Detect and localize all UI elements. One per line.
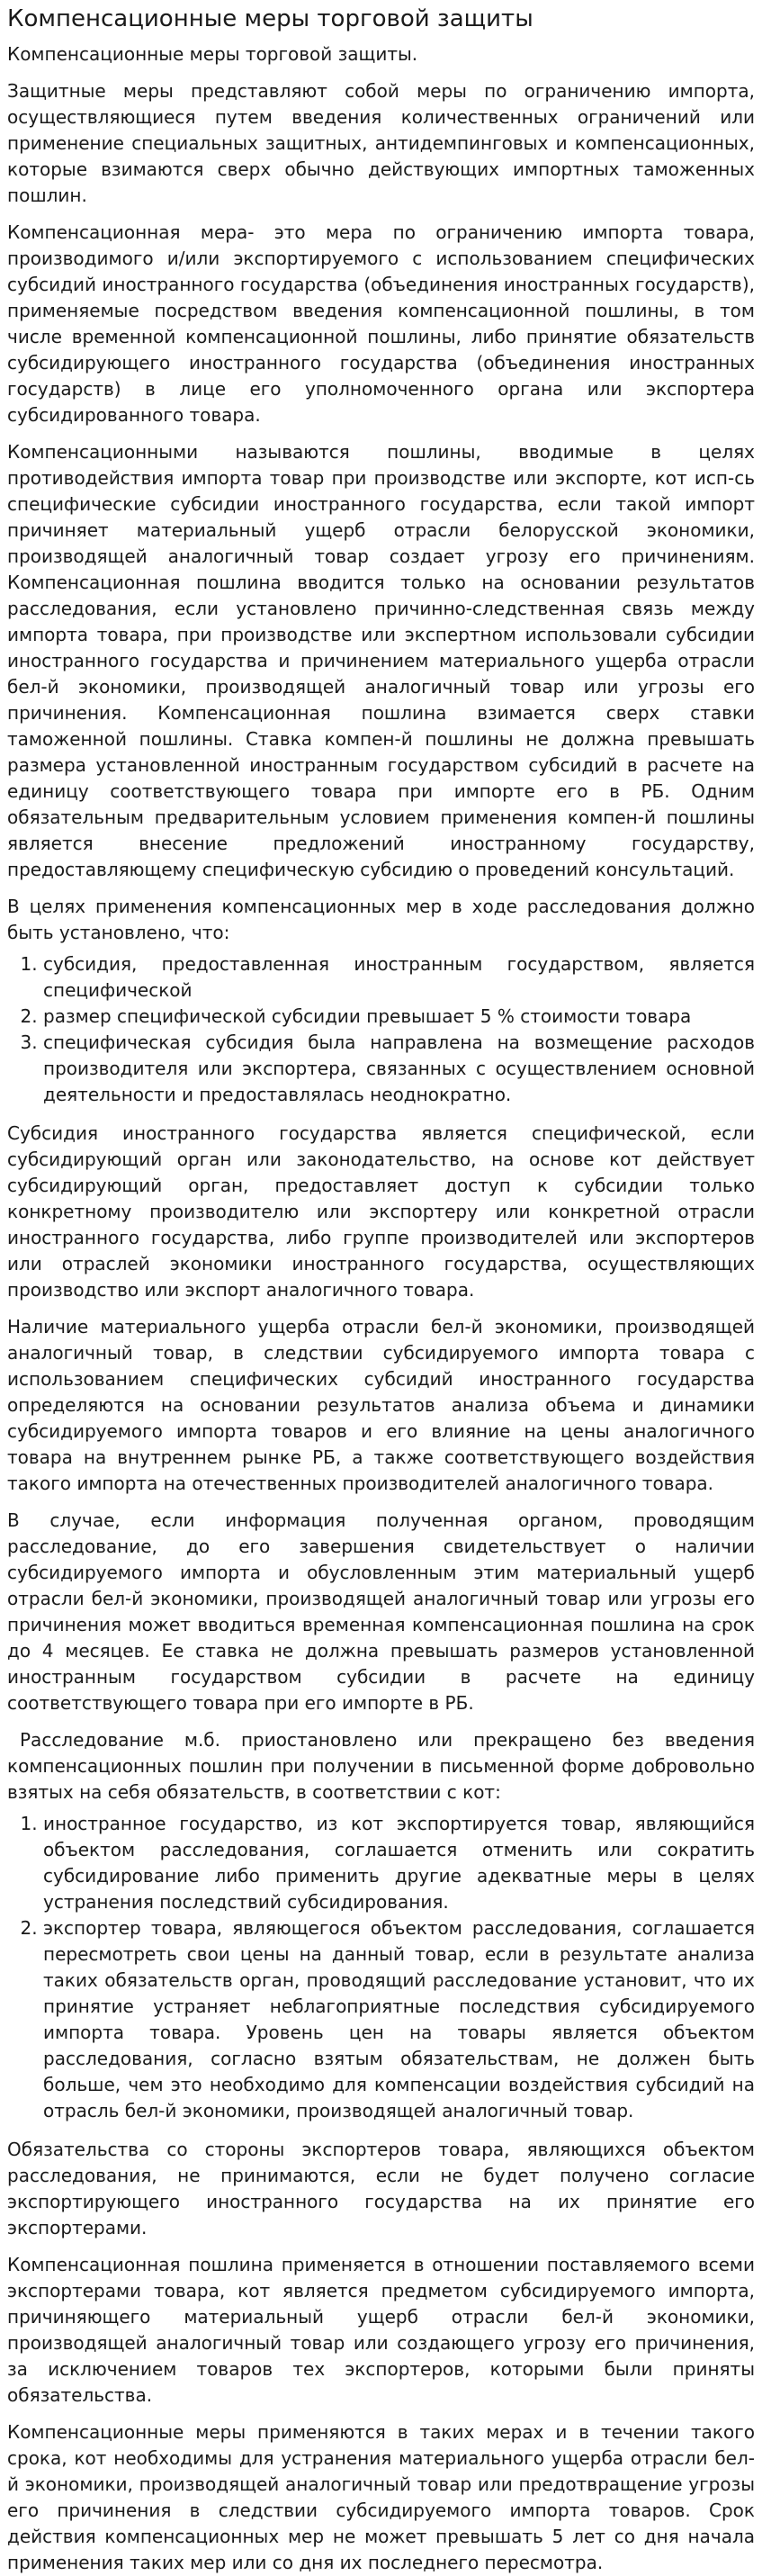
document [0, 4, 762, 2576]
paragraph: Компенсационными называются пошлины, вводимые в целях противодействия импорта товар при производстве или экспорте, кот исп-сь специфические субсидии иностранного государства, если такой импорт причиняет материальный ущерб отрасли белорусской экономики, производящей аналогичный товар создает угрозу его причинениям. Компенсационная пошлина вводится только на основании результатов расследования, если установлено причинно-следственная связь между импорта товара, при производстве или экспертном использовали субсидии иностранного государства и причинением материального ущерба отрасли бел-й экономики, производящей аналогичный товар или угрозы его причинения. Компенсационная пошлина взимается сверх ставки таможенной пошлины. Ставка компен-й пошлины не должна превышать размера установленной иностранным государством субсидий в расчете на единицу соответствующего товара при импорте его в РБ. Одним обязательным предварительным условием применения компен-й пошлины является внесение предложений иностранному государству, предоставляющему специфическую субсидию о проведений консультаций. [7, 441, 755, 880]
list-item: 2. размер специфической субсидии превышает 5 % стоимости товара [43, 1004, 755, 1030]
obligations-list [7, 1811, 755, 2124]
paragraph: Субсидия иностранного государства является специфической, если субсидирующий орган или законодательство, на основе кот действует субсидирующий орган, предоставляет доступ к субсидии только конкретному производителю или экспортеру или конкретной отрасли иностранного государства, либо группе производителей или экспортеров или отраслей экономики иностранного государства, осуществляющих производство или экспорт аналогичного товара. [7, 1122, 755, 1301]
conditions-list [7, 951, 755, 1108]
paragraph: Обязательства со стороны экспортеров товара, являющихся объектом расследования, не принимаются, если не будет получено согласие экспортирующего иностранного государства на их принятие его экспортерами. [7, 2139, 755, 2238]
paragraph: Компенсационная пошлина применяется в отношении поставляемого всеми экспортерами товара, кот является предметом субсидируемого импорта, причиняющего материальный ущерб отрасли бел-й экономики, производящей аналогичный товар или создающего угрозу его причинения, за исключением товаров тех экспортеров, которыми были приняты обязательства. [7, 2254, 755, 2406]
list-item: 2. экспортер товара, являющегося объектом расследования, соглашается пересмотреть свои цены на данный товар, если в результате анализа таких обязательств орган, проводящий расследование установит, что их принятие устраняет неблагоприятные последствия субсидируемого импорта товара. Уровень цен на товары является объектом расследования, согласно взятым обязательствам, не должен быть больше, чем это необходимо для компенсации воздействия субсидий на отрасль бел-й экономики, производящей аналогичный товар. [43, 1915, 755, 2124]
paragraph: Компенсационная мера- это мера по ограничению импорта товара, производимого и/или экспортируемого с использованием специфических субсидий иностранного государства (объединения иностранных государств), применяемые посредством введения компенсационной пошлины, в том числе временной компенсационной пошлины, либо принятие обязательств субсидирующего иностранного государства (объединения иностранных государств) в лице его уполномоченного органа или экспортера субсидированного товара. [7, 221, 755, 426]
list-item: 3. специфическая субсидия была направлена на возмещение расходов производителя или экспортера, связанных с осуществлением основной деятельности и предоставлялась неоднократно. [43, 1030, 755, 1108]
list-item: 1. субсидия, предоставленная иностранным государством, является специфической [43, 951, 755, 1004]
list-item: 1. иностранное государство, из кот экспортируется товар, являющийся объектом расследования, соглашается отменить или сократить субсидирование либо применить другие адекватные меры в целях устранения последствий субсидирования. [43, 1811, 755, 1915]
paragraph: В целях применения компенсационных мер в ходе расследования должно быть установлено, что: [7, 896, 755, 943]
paragraph: Компенсационные меры применяются в таких мерах и в течении такого срока, кот необходимы для устранения материального ущерба отрасли бел-й экономики, производящей аналогичный товар или предотвращение угрозы его причинения в следствии субсидируемого импорта товаров. Срок действия компенсационных мер не может превышать 5 лет со дня начала применения таких мер или со дня их последнего пересмотра. [7, 2421, 755, 2573]
paragraph: Наличие материального ущерба отрасли бел-й экономики, производящей аналогичный товар, в следствии субсидируемого импорта товара с использованием специфических субсидий иностранного государства определяются на основании результатов анализа объема и динамики субсидируемого импорта товаров и его влияние на цены аналогичного товара на внутреннем рынке РБ, а также соответствующего воздействия такого импорта на отечественных производителей аналогичного товара. [7, 1316, 755, 1494]
paragraph: В случае, если информация полученная органом, проводящим расследование, до его завершения свидетельствует о наличии субсидируемого импорта и обусловленным этим материальный ущерб отрасли бел-й экономики, производящей аналогичный товар или угрозы его причинения может вводиться временная компенсационная пошлина на срок до 4 месяцев. Ее ставка не должна превышать размеров установленной иностранным государством субсидии в расчете на единицу соответствующего товара при его импорте в РБ. [7, 1509, 755, 1714]
paragraph: Расследование м.б. приостановлено или прекращено без введения компенсационных пошлин при получении в письменной форме добровольно взятых на себя обязательств, в соответствии с кот: [7, 1729, 755, 1803]
subtitle: Компенсационные меры торговой защиты. [7, 43, 418, 65]
paragraph: Защитные меры представляют собой меры по ограничению импорта, осуществляющиеся путем введения количественных ограничений или применение специальных защитных, антидемпинговых и компенсационных, которые взимаются сверх обычно действующих импортных таможенных пошлин. [7, 80, 755, 206]
page-title: Компенсационные меры торговой защиты [7, 5, 533, 32]
